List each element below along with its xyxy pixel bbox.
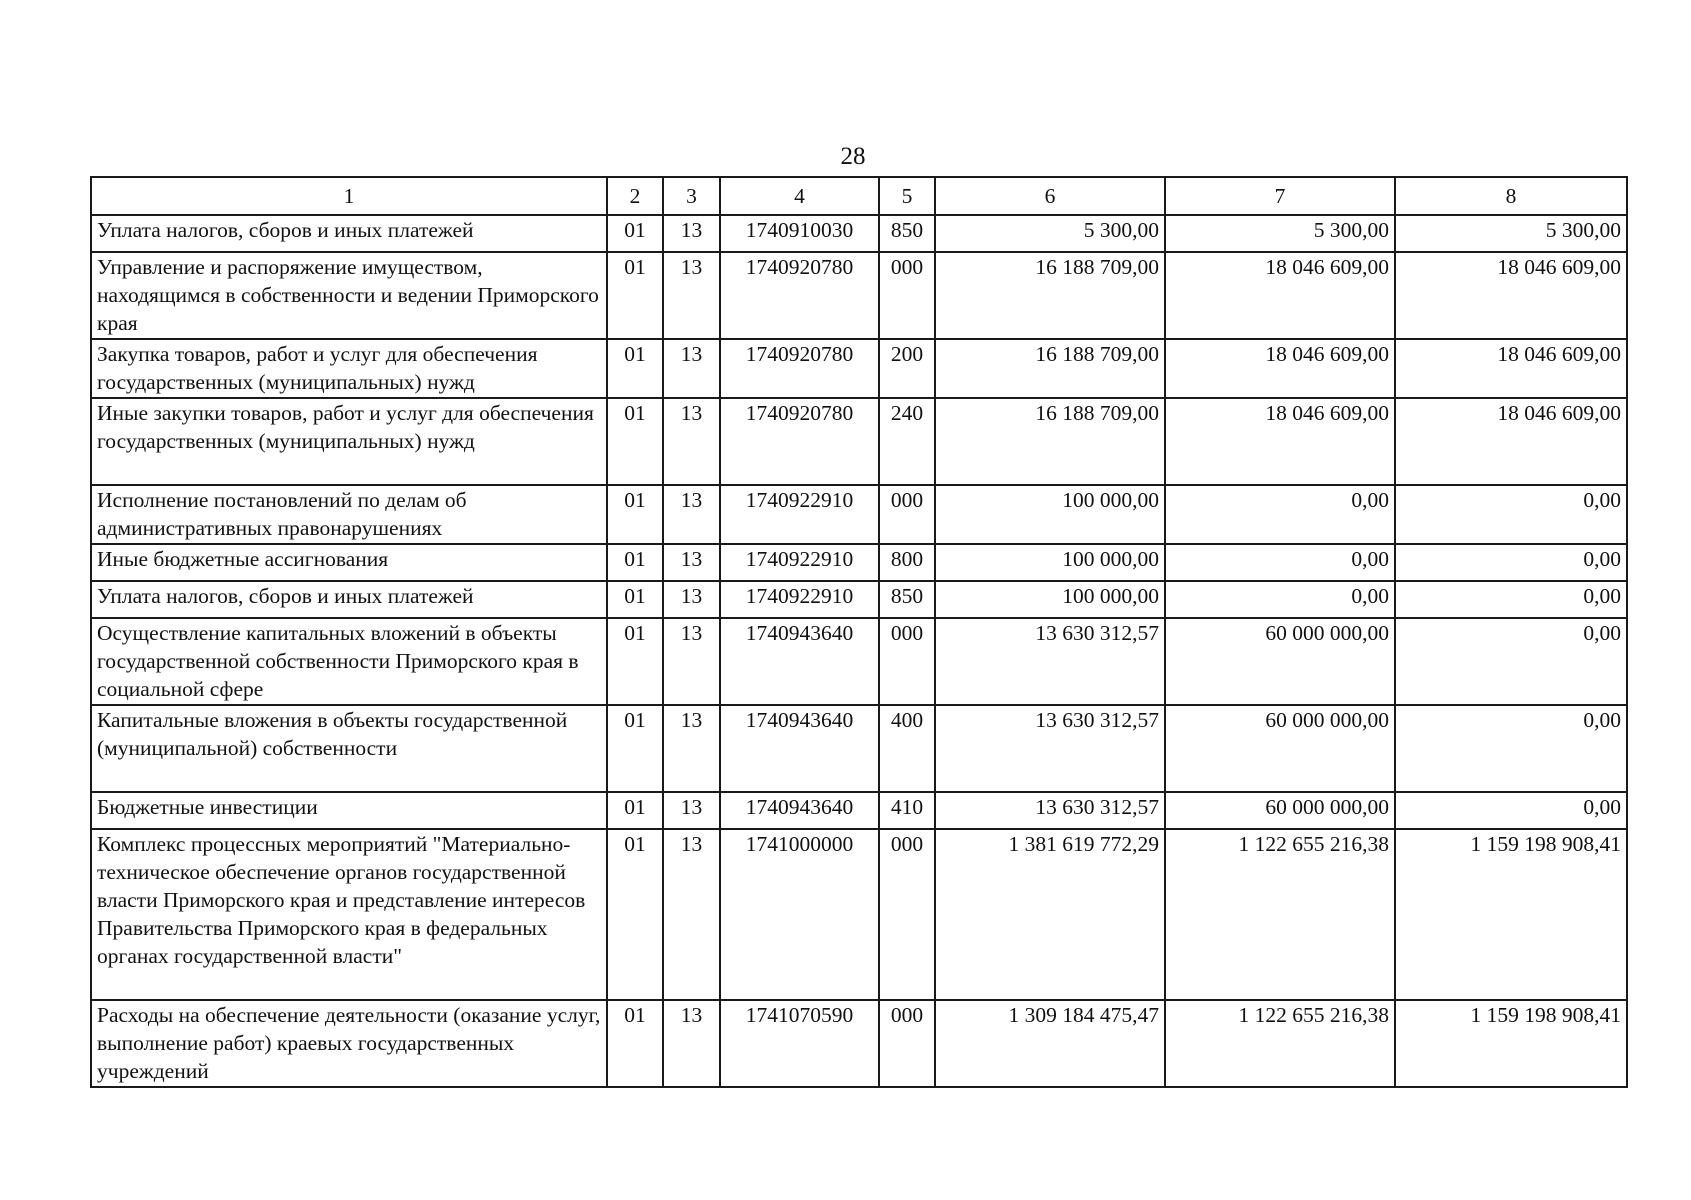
row-subsection: 13 [663, 544, 720, 581]
row-section: 01 [607, 544, 663, 581]
row-subsection: 13 [663, 792, 720, 829]
table-row [91, 1000, 1627, 1087]
row-name: Уплата налогов, сборов и иных платежей [91, 215, 607, 252]
column-header-8: 8 [1395, 177, 1627, 215]
row-target-article: 1741070590 [720, 1000, 879, 1087]
row-sum-8: 1 159 198 908,41 [1395, 1000, 1627, 1087]
row-subsection: 13 [663, 398, 720, 485]
row-expense-type: 800 [879, 544, 935, 581]
row-subsection: 13 [663, 618, 720, 705]
row-sum-7: 18 046 609,00 [1165, 252, 1395, 339]
table-row [91, 581, 1627, 618]
row-section: 01 [607, 398, 663, 485]
row-subsection: 13 [663, 215, 720, 252]
column-header-4: 4 [720, 177, 879, 215]
row-sum-7: 60 000 000,00 [1165, 618, 1395, 705]
row-section: 01 [607, 581, 663, 618]
row-sum-7: 0,00 [1165, 544, 1395, 581]
row-sum-7: 18 046 609,00 [1165, 398, 1395, 485]
row-name: Иные бюджетные ассигнования [91, 544, 607, 581]
row-sum-8: 5 300,00 [1395, 215, 1627, 252]
row-section: 01 [607, 485, 663, 544]
row-expense-type: 000 [879, 252, 935, 339]
row-sum-7: 18 046 609,00 [1165, 339, 1395, 398]
row-sum-6: 1 381 619 772,29 [935, 829, 1165, 1000]
table-row [91, 252, 1627, 339]
column-header-6: 6 [935, 177, 1165, 215]
row-sum-7: 60 000 000,00 [1165, 705, 1395, 792]
row-name: Закупка товаров, работ и услуг для обеспечения государственных (муниципальных) нужд [91, 339, 607, 398]
row-sum-8: 18 046 609,00 [1395, 398, 1627, 485]
table-row [91, 485, 1627, 544]
row-sum-8: 18 046 609,00 [1395, 339, 1627, 398]
row-subsection: 13 [663, 705, 720, 792]
row-name: Иные закупки товаров, работ и услуг для обеспечения государственных (муниципальных) нужд [91, 398, 607, 485]
row-target-article: 1740920780 [720, 252, 879, 339]
row-subsection: 13 [663, 581, 720, 618]
row-name: Капитальные вложения в объекты государственной (муниципальной) собственности [91, 705, 607, 792]
table-row [91, 618, 1627, 705]
row-target-article: 1741000000 [720, 829, 879, 1000]
row-name: Управление и распоряжение имуществом, находящимся в собственности и ведении Приморского края [91, 252, 607, 339]
row-name: Бюджетные инвестиции [91, 792, 607, 829]
row-sum-6: 100 000,00 [935, 544, 1165, 581]
row-expense-type: 410 [879, 792, 935, 829]
row-target-article: 1740920780 [720, 339, 879, 398]
page-number: 28 [840, 143, 866, 170]
row-target-article: 1740943640 [720, 792, 879, 829]
row-target-article: 1740922910 [720, 544, 879, 581]
row-sum-8: 0,00 [1395, 618, 1627, 705]
row-section: 01 [607, 618, 663, 705]
row-expense-type: 000 [879, 618, 935, 705]
row-sum-8: 0,00 [1395, 544, 1627, 581]
row-sum-7: 60 000 000,00 [1165, 792, 1395, 829]
row-target-article: 1740920780 [720, 398, 879, 485]
row-sum-6: 13 630 312,57 [935, 705, 1165, 792]
row-sum-8: 0,00 [1395, 581, 1627, 618]
row-expense-type: 850 [879, 581, 935, 618]
row-subsection: 13 [663, 485, 720, 544]
row-sum-7: 1 122 655 216,38 [1165, 829, 1395, 1000]
row-sum-6: 1 309 184 475,47 [935, 1000, 1165, 1087]
row-section: 01 [607, 339, 663, 398]
row-target-article: 1740922910 [720, 485, 879, 544]
row-sum-7: 0,00 [1165, 581, 1395, 618]
row-sum-8: 0,00 [1395, 485, 1627, 544]
row-expense-type: 850 [879, 215, 935, 252]
row-sum-6: 100 000,00 [935, 581, 1165, 618]
budget-table [90, 176, 1628, 1088]
row-expense-type: 400 [879, 705, 935, 792]
row-name: Осуществление капитальных вложений в объекты государственной собственности Приморского края в социальной сфере [91, 618, 607, 705]
table-row [91, 705, 1627, 792]
column-header-5: 5 [879, 177, 935, 215]
row-sum-6: 13 630 312,57 [935, 618, 1165, 705]
row-sum-6: 100 000,00 [935, 485, 1165, 544]
header-row [91, 177, 1627, 215]
table-row [91, 398, 1627, 485]
row-target-article: 1740943640 [720, 705, 879, 792]
row-section: 01 [607, 215, 663, 252]
row-section: 01 [607, 829, 663, 1000]
table-row [91, 792, 1627, 829]
row-sum-8: 18 046 609,00 [1395, 252, 1627, 339]
row-sum-6: 5 300,00 [935, 215, 1165, 252]
table-row [91, 339, 1627, 398]
row-name: Уплата налогов, сборов и иных платежей [91, 581, 607, 618]
row-subsection: 13 [663, 339, 720, 398]
column-header-2: 2 [607, 177, 663, 215]
row-section: 01 [607, 1000, 663, 1087]
row-sum-7: 0,00 [1165, 485, 1395, 544]
row-expense-type: 000 [879, 829, 935, 1000]
row-section: 01 [607, 252, 663, 339]
row-sum-8: 0,00 [1395, 792, 1627, 829]
row-subsection: 13 [663, 1000, 720, 1087]
row-target-article: 1740910030 [720, 215, 879, 252]
row-expense-type: 000 [879, 485, 935, 544]
column-header-7: 7 [1165, 177, 1395, 215]
row-name: Исполнение постановлений по делам об административных правонарушениях [91, 485, 607, 544]
row-name: Расходы на обеспечение деятельности (оказание услуг, выполнение работ) краевых государственных учреждений [91, 1000, 607, 1087]
column-header-1: 1 [91, 177, 607, 215]
row-section: 01 [607, 705, 663, 792]
row-sum-8: 0,00 [1395, 705, 1627, 792]
row-sum-8: 1 159 198 908,41 [1395, 829, 1627, 1000]
table-row [91, 829, 1627, 1000]
row-section: 01 [607, 792, 663, 829]
row-target-article: 1740922910 [720, 581, 879, 618]
row-expense-type: 240 [879, 398, 935, 485]
row-sum-7: 1 122 655 216,38 [1165, 1000, 1395, 1087]
row-expense-type: 000 [879, 1000, 935, 1087]
row-sum-6: 16 188 709,00 [935, 339, 1165, 398]
row-target-article: 1740943640 [720, 618, 879, 705]
table-row [91, 215, 1627, 252]
row-sum-6: 13 630 312,57 [935, 792, 1165, 829]
row-expense-type: 200 [879, 339, 935, 398]
row-subsection: 13 [663, 829, 720, 1000]
row-name: Комплекс процессных мероприятий "Материально-техническое обеспечение органов государственной власти Приморского края и представление интересов Правительства Приморского края в федеральных органах государственной власти" [91, 829, 607, 1000]
column-header-3: 3 [663, 177, 720, 215]
row-sum-7: 5 300,00 [1165, 215, 1395, 252]
row-subsection: 13 [663, 252, 720, 339]
row-sum-6: 16 188 709,00 [935, 398, 1165, 485]
row-sum-6: 16 188 709,00 [935, 252, 1165, 339]
table-row [91, 544, 1627, 581]
